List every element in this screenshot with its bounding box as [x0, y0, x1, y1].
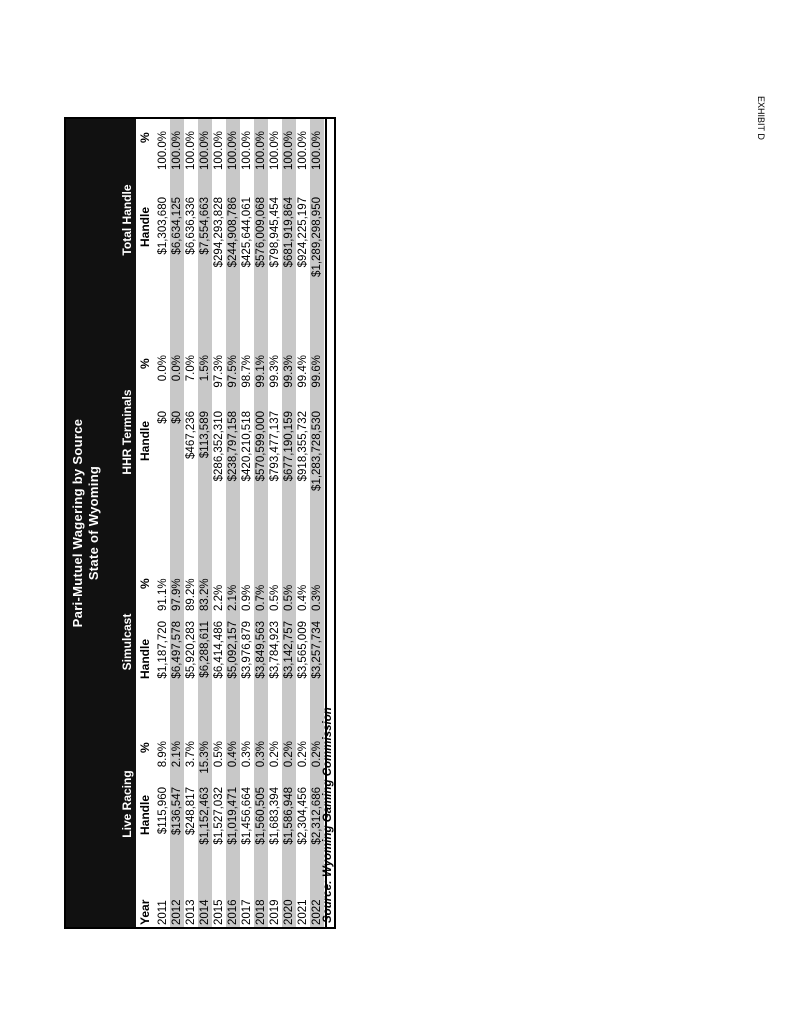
cell-live-handle: $115,960: [157, 787, 169, 835]
cell-sim-pct: 91.1%: [157, 578, 169, 611]
header-live-handle: Handle: [138, 794, 152, 835]
cell-total-handle: $6,636,336: [185, 197, 197, 255]
cell-total-handle: $1,303,680: [157, 197, 169, 255]
cell-hhr-pct: 99.6%: [311, 355, 323, 388]
cell-live-pct: 2.1%: [171, 741, 183, 768]
group-hhr-terminals: HHR Terminals: [118, 357, 136, 507]
table-subtitle: State of Wyoming: [86, 465, 101, 581]
cell-sim-handle: $3,976,879: [241, 621, 253, 679]
cell-hhr-pct: 99.4%: [297, 355, 309, 388]
cell-live-handle: $1,019,471: [227, 787, 239, 845]
cell-live-pct: 0.2%: [297, 741, 309, 768]
cell-live-handle: $1,527,032: [213, 787, 225, 845]
cell-sim-handle: $3,565,009: [297, 621, 309, 679]
cell-hhr-handle: $113,589: [199, 411, 211, 459]
cell-hhr-handle: $0: [157, 411, 169, 424]
cell-total-handle: $1,289,298,950: [311, 197, 323, 277]
cell-live-pct: 8.9%: [157, 741, 169, 768]
cell-live-pct: 0.3%: [241, 741, 253, 768]
cell-total-pct: 100.0%: [269, 131, 281, 171]
cell-total-handle: $425,644,061: [241, 197, 253, 268]
table-row: [156, 119, 170, 927]
cell-live-pct: 0.5%: [213, 741, 225, 768]
table-row: [212, 119, 226, 927]
cell-hhr-pct: 99.1%: [255, 355, 267, 388]
cell-year: 2022: [311, 899, 323, 925]
cell-total-pct: 100.0%: [199, 131, 211, 171]
cell-total-pct: 100.0%: [241, 131, 253, 171]
table-row: [170, 119, 184, 927]
cell-total-pct: 100.0%: [311, 131, 323, 171]
cell-hhr-handle: $918,355,732: [297, 411, 309, 482]
cell-live-handle: $1,152,463: [199, 787, 211, 845]
cell-live-pct: 0.3%: [255, 741, 267, 768]
cell-total-pct: 100.0%: [283, 131, 295, 171]
cell-year: 2019: [269, 899, 281, 925]
table-body: [156, 119, 324, 927]
cell-live-pct: 0.2%: [269, 741, 281, 768]
cell-total-handle: $7,554,663: [199, 197, 211, 255]
table-row: [184, 119, 198, 927]
cell-total-handle: $244,908,786: [227, 197, 239, 268]
cell-hhr-pct: 97.3%: [213, 355, 225, 388]
cell-live-handle: $2,312,686: [311, 787, 323, 845]
cell-year: 2015: [213, 899, 225, 925]
wagering-table: [64, 117, 336, 929]
cell-sim-pct: 0.9%: [241, 584, 253, 611]
cell-year: 2014: [199, 899, 211, 925]
cell-live-pct: 3.7%: [185, 741, 197, 768]
header-sim-pct: %: [138, 578, 152, 589]
cell-sim-pct: 0.4%: [297, 584, 309, 611]
cell-hhr-handle: $793,477,137: [269, 411, 281, 482]
cell-total-handle: $294,293,828: [213, 197, 225, 268]
cell-year: 2018: [255, 899, 267, 925]
cell-sim-pct: 2.2%: [213, 584, 225, 611]
cell-hhr-pct: 0.0%: [157, 355, 169, 382]
cell-sim-handle: $1,187,720: [157, 621, 169, 679]
cell-hhr-handle: $1,283,728,530: [311, 411, 323, 491]
cell-live-pct: 15.3%: [199, 741, 211, 774]
cell-live-handle: $1,683,394: [269, 787, 281, 845]
cell-year: 2020: [283, 899, 295, 925]
cell-sim-handle: $6,288,611: [199, 621, 211, 678]
cell-sim-pct: 0.7%: [255, 584, 267, 611]
table-row: [296, 119, 310, 927]
cell-live-handle: $248,817: [185, 787, 197, 835]
cell-year: 2013: [185, 899, 197, 925]
cell-sim-pct: 2.1%: [227, 584, 239, 611]
cell-sim-handle: $3,849,563: [255, 621, 267, 679]
cell-sim-handle: $5,920,283: [185, 621, 197, 679]
cell-live-handle: $1,560,505: [255, 787, 267, 845]
cell-hhr-pct: 99.3%: [269, 355, 281, 388]
table-row: [254, 119, 268, 927]
cell-total-handle: $798,945,454: [269, 197, 281, 268]
cell-hhr-handle: $677,190,159: [283, 411, 295, 482]
group-simulcast: Simulcast: [118, 583, 136, 701]
cell-year: 2021: [297, 899, 309, 925]
cell-hhr-handle: $0: [171, 411, 183, 424]
cell-sim-pct: 97.9%: [171, 578, 183, 611]
cell-live-handle: $136,547: [171, 787, 183, 835]
group-live-racing: Live Racing: [118, 745, 136, 863]
cell-live-handle: $1,586,948: [283, 787, 295, 845]
table-row: [226, 119, 240, 927]
cell-sim-handle: $6,497,578: [171, 621, 183, 679]
cell-total-pct: 100.0%: [171, 131, 183, 171]
header-total-pct: %: [138, 132, 152, 143]
cell-live-pct: 0.4%: [227, 741, 239, 768]
table-row: [282, 119, 296, 927]
cell-total-handle: $924,225,197: [297, 197, 309, 268]
cell-live-pct: 0.2%: [283, 741, 295, 768]
cell-hhr-pct: 99.3%: [283, 355, 295, 388]
header-sim-handle: Handle: [138, 638, 152, 679]
cell-hhr-handle: $286,352,310: [213, 411, 225, 482]
header-hhr-pct: %: [138, 358, 152, 369]
cell-total-pct: 100.0%: [297, 131, 309, 171]
group-total-handle: Total Handle: [118, 145, 136, 295]
cell-total-pct: 100.0%: [213, 131, 225, 171]
cell-sim-pct: 0.5%: [269, 584, 281, 611]
table-row: [240, 119, 254, 927]
table-row: [198, 119, 212, 927]
cell-total-pct: 100.0%: [255, 131, 267, 171]
header-total-handle: Handle: [138, 206, 152, 247]
source-note: Source: Wyoming Gaming Commission: [322, 707, 334, 923]
cell-sim-pct: 0.3%: [311, 584, 323, 611]
cell-year: 2016: [227, 899, 239, 925]
cell-total-handle: $576,009,068: [255, 197, 267, 268]
cell-total-pct: 100.0%: [185, 131, 197, 171]
header-year: Year: [138, 899, 152, 925]
header-live-pct: %: [138, 742, 152, 753]
cell-hhr-pct: 7.0%: [185, 355, 197, 382]
cell-hhr-pct: 1.5%: [199, 355, 211, 382]
cell-live-handle: $2,304,456: [297, 787, 309, 845]
cell-year: 2017: [241, 899, 253, 925]
cell-year: 2011: [157, 900, 169, 925]
exhibit-label: EXHIBIT D: [756, 96, 766, 140]
cell-hhr-handle: $467,236: [185, 411, 197, 459]
cell-total-pct: 100.0%: [157, 131, 169, 171]
cell-sim-pct: 89.2%: [185, 578, 197, 611]
cell-total-pct: 100.0%: [227, 131, 239, 171]
cell-sim-pct: 0.5%: [283, 584, 295, 611]
cell-hhr-pct: 97.5%: [227, 355, 239, 388]
cell-total-handle: $6,634,125: [171, 197, 183, 255]
cell-hhr-handle: $238,797,158: [227, 411, 239, 482]
cell-sim-pct: 83.2%: [199, 578, 211, 611]
column-header-row: [136, 119, 154, 927]
cell-hhr-handle: $570,599,000: [255, 411, 267, 482]
cell-sim-handle: $5,092,157: [227, 621, 239, 679]
cell-sim-handle: $3,784,923: [269, 621, 281, 679]
cell-live-pct: 0.2%: [311, 741, 323, 768]
table-title: Pari-Mutuel Wagering by Source: [70, 418, 85, 628]
cell-hhr-pct: 98.7%: [241, 355, 253, 388]
cell-sim-handle: $3,257,734: [311, 621, 323, 679]
cell-hhr-pct: 0.0%: [171, 355, 183, 382]
cell-sim-handle: $3,142,757: [283, 621, 295, 679]
cell-total-handle: $681,919,864: [283, 197, 295, 268]
cell-live-handle: $1,456,664: [241, 787, 253, 845]
header-hhr-handle: Handle: [138, 420, 152, 461]
cell-hhr-handle: $420,210,518: [241, 411, 253, 482]
cell-sim-handle: $6,414,486: [213, 621, 225, 679]
cell-year: 2012: [171, 899, 183, 925]
table-row: [268, 119, 282, 927]
